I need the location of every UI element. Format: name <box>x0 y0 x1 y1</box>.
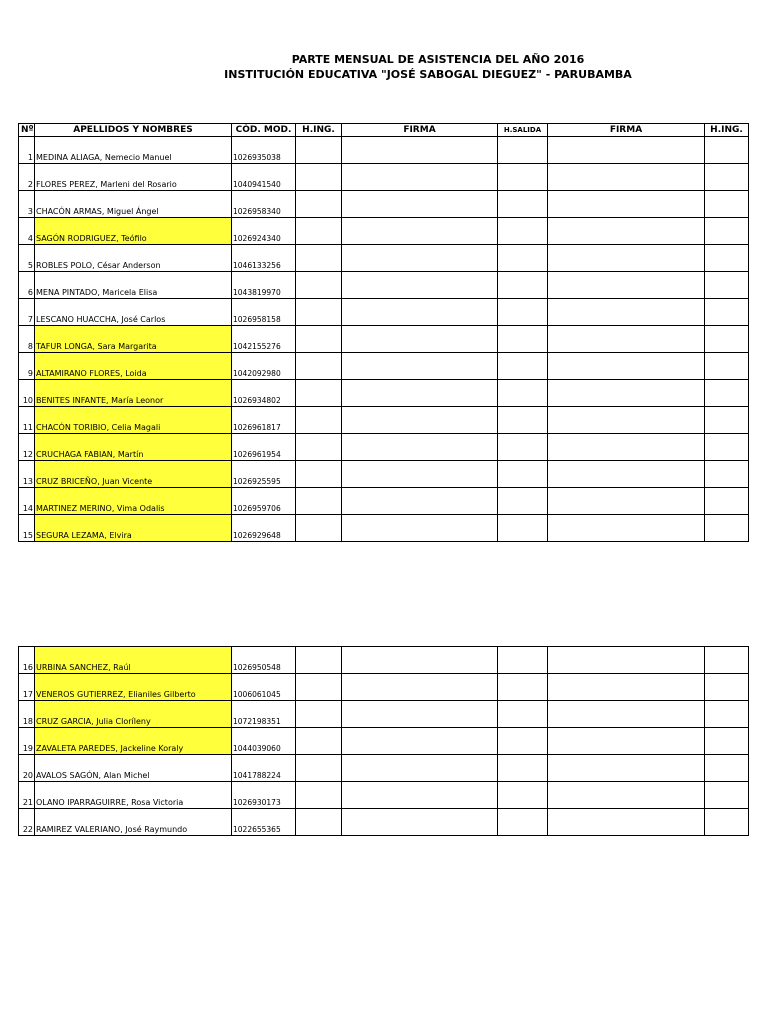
table-row <box>19 407 749 434</box>
row-exit-time <box>498 728 548 755</box>
row-entry-time <box>296 674 342 701</box>
row-number: 14 <box>19 488 35 515</box>
col-header-exit-time: H.SALIDA <box>498 124 548 137</box>
row-exit-time <box>498 407 548 434</box>
row-code: 1026934802 <box>232 380 296 407</box>
row-exit-time <box>498 701 548 728</box>
row-exit-time <box>498 164 548 191</box>
row-exit-time <box>498 380 548 407</box>
row-signature-2 <box>548 353 705 380</box>
row-name: CRUZ BRICEÑO, Juan Vicente <box>35 461 232 488</box>
row-signature-2 <box>548 137 705 164</box>
table-row <box>19 755 749 782</box>
row-signature-2 <box>548 461 705 488</box>
table-row <box>19 674 749 701</box>
row-entry-time-2 <box>705 728 749 755</box>
row-exit-time <box>498 299 548 326</box>
row-signature-2 <box>548 326 705 353</box>
row-signature <box>342 755 498 782</box>
row-signature <box>342 434 498 461</box>
table-row <box>19 137 749 164</box>
row-code: 1026961954 <box>232 434 296 461</box>
table-row <box>19 164 749 191</box>
row-entry-time <box>296 380 342 407</box>
row-entry-time-2 <box>705 407 749 434</box>
row-number: 4 <box>19 218 35 245</box>
institution-title: INSTITUCIÓN EDUCATIVA "JOSÉ SABOGAL DIEGUEZ" - PARUBAMBA <box>224 68 632 81</box>
row-entry-time <box>296 407 342 434</box>
row-entry-time <box>296 353 342 380</box>
row-number: 3 <box>19 191 35 218</box>
row-entry-time <box>296 299 342 326</box>
row-entry-time-2 <box>705 515 749 542</box>
row-name: MARTINEZ MERINO, Vima Odalis <box>35 488 232 515</box>
row-code: 1042155276 <box>232 326 296 353</box>
row-entry-time-2 <box>705 245 749 272</box>
row-name: ALTAMIRANO FLORES, Loida <box>35 353 232 380</box>
row-code: 1043819970 <box>232 272 296 299</box>
row-exit-time <box>498 218 548 245</box>
row-signature <box>342 728 498 755</box>
row-code: 1026925595 <box>232 461 296 488</box>
row-number: 19 <box>19 728 35 755</box>
row-code: 1026929648 <box>232 515 296 542</box>
row-exit-time <box>498 434 548 461</box>
col-header-name: APELLIDOS Y NOMBRES <box>35 124 232 137</box>
row-exit-time <box>498 326 548 353</box>
col-header-number: Nº <box>19 124 35 137</box>
row-code: 1072198351 <box>232 701 296 728</box>
row-signature-2 <box>548 809 705 836</box>
row-signature <box>342 380 498 407</box>
row-entry-time <box>296 701 342 728</box>
row-signature <box>342 488 498 515</box>
col-header-entry-time-2: H.ING. <box>705 124 749 137</box>
row-signature <box>342 164 498 191</box>
attendance-table-1 <box>18 123 749 542</box>
row-entry-time <box>296 755 342 782</box>
row-name: MEDINA ALIAGA, Nemecio Manuel <box>35 137 232 164</box>
row-exit-time <box>498 809 548 836</box>
table-row <box>19 326 749 353</box>
col-header-entry-time: H.ING. <box>296 124 342 137</box>
row-exit-time <box>498 191 548 218</box>
row-exit-time <box>498 353 548 380</box>
row-signature <box>342 245 498 272</box>
row-entry-time-2 <box>705 326 749 353</box>
row-entry-time <box>296 728 342 755</box>
table-row <box>19 701 749 728</box>
row-code: 1026959706 <box>232 488 296 515</box>
row-exit-time <box>498 137 548 164</box>
row-signature <box>342 353 498 380</box>
row-entry-time-2 <box>705 701 749 728</box>
row-name: MENA PINTADO, Maricela Elisa <box>35 272 232 299</box>
row-signature-2 <box>548 701 705 728</box>
row-entry-time <box>296 647 342 674</box>
row-signature-2 <box>548 245 705 272</box>
row-signature-2 <box>548 674 705 701</box>
row-exit-time <box>498 272 548 299</box>
row-name: ZAVALETA PAREDES, Jackeline Koraly <box>35 728 232 755</box>
table-row <box>19 245 749 272</box>
row-name: FLORES PEREZ, Marleni del Rosario <box>35 164 232 191</box>
row-number: 11 <box>19 407 35 434</box>
row-number: 9 <box>19 353 35 380</box>
row-number: 16 <box>19 647 35 674</box>
row-name: BENITES INFANTE, María Leonor <box>35 380 232 407</box>
row-entry-time-2 <box>705 782 749 809</box>
row-entry-time-2 <box>705 488 749 515</box>
row-number: 18 <box>19 701 35 728</box>
row-exit-time <box>498 461 548 488</box>
table-row <box>19 353 749 380</box>
row-exit-time <box>498 674 548 701</box>
table-row <box>19 809 749 836</box>
row-name: URBINA SANCHEZ, Raúl <box>35 647 232 674</box>
row-entry-time-2 <box>705 191 749 218</box>
row-signature-2 <box>548 488 705 515</box>
row-signature <box>342 782 498 809</box>
row-code: 1040941540 <box>232 164 296 191</box>
row-code: 1026950548 <box>232 647 296 674</box>
row-entry-time <box>296 218 342 245</box>
attendance-table-2 <box>18 646 749 836</box>
row-signature <box>342 299 498 326</box>
row-entry-time-2 <box>705 809 749 836</box>
row-number: 10 <box>19 380 35 407</box>
row-code: 1026958340 <box>232 191 296 218</box>
row-signature-2 <box>548 434 705 461</box>
row-signature-2 <box>548 380 705 407</box>
row-entry-time <box>296 191 342 218</box>
row-code: 1026930173 <box>232 782 296 809</box>
row-signature-2 <box>548 407 705 434</box>
table-row <box>19 299 749 326</box>
row-entry-time <box>296 782 342 809</box>
row-code: 1026924340 <box>232 218 296 245</box>
row-signature <box>342 137 498 164</box>
row-signature-2 <box>548 755 705 782</box>
row-code: 1022655365 <box>232 809 296 836</box>
row-entry-time <box>296 515 342 542</box>
row-signature-2 <box>548 647 705 674</box>
row-entry-time <box>296 164 342 191</box>
row-number: 13 <box>19 461 35 488</box>
row-name: CHACÓN TORIBIO, Celia Magali <box>35 407 232 434</box>
row-name: LESCANO HUACCHA, José Carlos <box>35 299 232 326</box>
row-exit-time <box>498 755 548 782</box>
row-code: 1026961817 <box>232 407 296 434</box>
row-exit-time <box>498 782 548 809</box>
row-number: 1 <box>19 137 35 164</box>
row-signature <box>342 461 498 488</box>
row-entry-time-2 <box>705 272 749 299</box>
row-name: CRUZ GARCIA, Julia Cloríleny <box>35 701 232 728</box>
row-number: 21 <box>19 782 35 809</box>
row-exit-time <box>498 647 548 674</box>
table-row <box>19 515 749 542</box>
row-code: 1042092980 <box>232 353 296 380</box>
row-entry-time-2 <box>705 299 749 326</box>
row-signature <box>342 191 498 218</box>
row-name: CRUCHAGA FABIAN, Martín <box>35 434 232 461</box>
row-signature <box>342 218 498 245</box>
row-entry-time-2 <box>705 461 749 488</box>
row-signature-2 <box>548 515 705 542</box>
row-entry-time-2 <box>705 674 749 701</box>
row-entry-time-2 <box>705 353 749 380</box>
col-header-signature: FIRMA <box>342 124 498 137</box>
row-signature-2 <box>548 299 705 326</box>
table-row <box>19 728 749 755</box>
row-entry-time-2 <box>705 164 749 191</box>
row-exit-time <box>498 245 548 272</box>
row-signature <box>342 647 498 674</box>
table-row <box>19 218 749 245</box>
row-entry-time <box>296 461 342 488</box>
row-number: 2 <box>19 164 35 191</box>
row-number: 12 <box>19 434 35 461</box>
row-code: 1046133256 <box>232 245 296 272</box>
row-code: 1026958158 <box>232 299 296 326</box>
row-entry-time <box>296 434 342 461</box>
row-signature <box>342 515 498 542</box>
row-entry-time-2 <box>705 218 749 245</box>
row-signature-2 <box>548 782 705 809</box>
row-entry-time <box>296 272 342 299</box>
row-entry-time-2 <box>705 137 749 164</box>
row-exit-time <box>498 488 548 515</box>
row-entry-time <box>296 137 342 164</box>
row-signature <box>342 701 498 728</box>
row-number: 6 <box>19 272 35 299</box>
row-name: AVALOS SAGÓN, Alan Michel <box>35 755 232 782</box>
table-row <box>19 434 749 461</box>
row-signature-2 <box>548 191 705 218</box>
table-row <box>19 488 749 515</box>
row-name: TAFUR LONGA, Sara Margarita <box>35 326 232 353</box>
row-signature <box>342 407 498 434</box>
row-entry-time <box>296 488 342 515</box>
row-entry-time-2 <box>705 434 749 461</box>
row-entry-time <box>296 809 342 836</box>
col-header-signature-2: FIRMA <box>548 124 705 137</box>
row-code: 1006061045 <box>232 674 296 701</box>
row-number: 22 <box>19 809 35 836</box>
row-entry-time <box>296 245 342 272</box>
row-name: CHACÓN ARMAS, Miguel Ángel <box>35 191 232 218</box>
row-signature-2 <box>548 272 705 299</box>
table-row <box>19 461 749 488</box>
row-number: 7 <box>19 299 35 326</box>
row-entry-time-2 <box>705 755 749 782</box>
row-number: 8 <box>19 326 35 353</box>
row-signature-2 <box>548 728 705 755</box>
table-row <box>19 647 749 674</box>
row-signature <box>342 674 498 701</box>
row-number: 20 <box>19 755 35 782</box>
row-code: 1044039060 <box>232 728 296 755</box>
row-name: SAGÓN RODRIGUEZ, Teófilo <box>35 218 232 245</box>
row-code: 1026935038 <box>232 137 296 164</box>
row-exit-time <box>498 515 548 542</box>
row-signature <box>342 272 498 299</box>
row-entry-time-2 <box>705 380 749 407</box>
row-entry-time <box>296 326 342 353</box>
row-number: 5 <box>19 245 35 272</box>
row-name: OLANO IPARRAGUIRRE, Rosa Victoria <box>35 782 232 809</box>
row-name: ROBLES POLO, César Anderson <box>35 245 232 272</box>
row-signature <box>342 326 498 353</box>
table-row <box>19 380 749 407</box>
row-name: VENEROS GUTIERREZ, Elianiles Gilberto <box>35 674 232 701</box>
table-header-row <box>19 124 749 137</box>
table-row <box>19 191 749 218</box>
row-signature-2 <box>548 164 705 191</box>
table-row <box>19 272 749 299</box>
table-row <box>19 782 749 809</box>
col-header-code: CÓD. MOD. <box>232 124 296 137</box>
row-number: 17 <box>19 674 35 701</box>
row-entry-time-2 <box>705 647 749 674</box>
document-title: PARTE MENSUAL DE ASISTENCIA DEL AÑO 2016 <box>291 53 585 66</box>
row-signature <box>342 809 498 836</box>
row-name: SEGURA LEZAMA, Elvira <box>35 515 232 542</box>
row-code: 1041788224 <box>232 755 296 782</box>
row-number: 15 <box>19 515 35 542</box>
row-name: RAMIREZ VALERIANO, José Raymundo <box>35 809 232 836</box>
row-signature-2 <box>548 218 705 245</box>
